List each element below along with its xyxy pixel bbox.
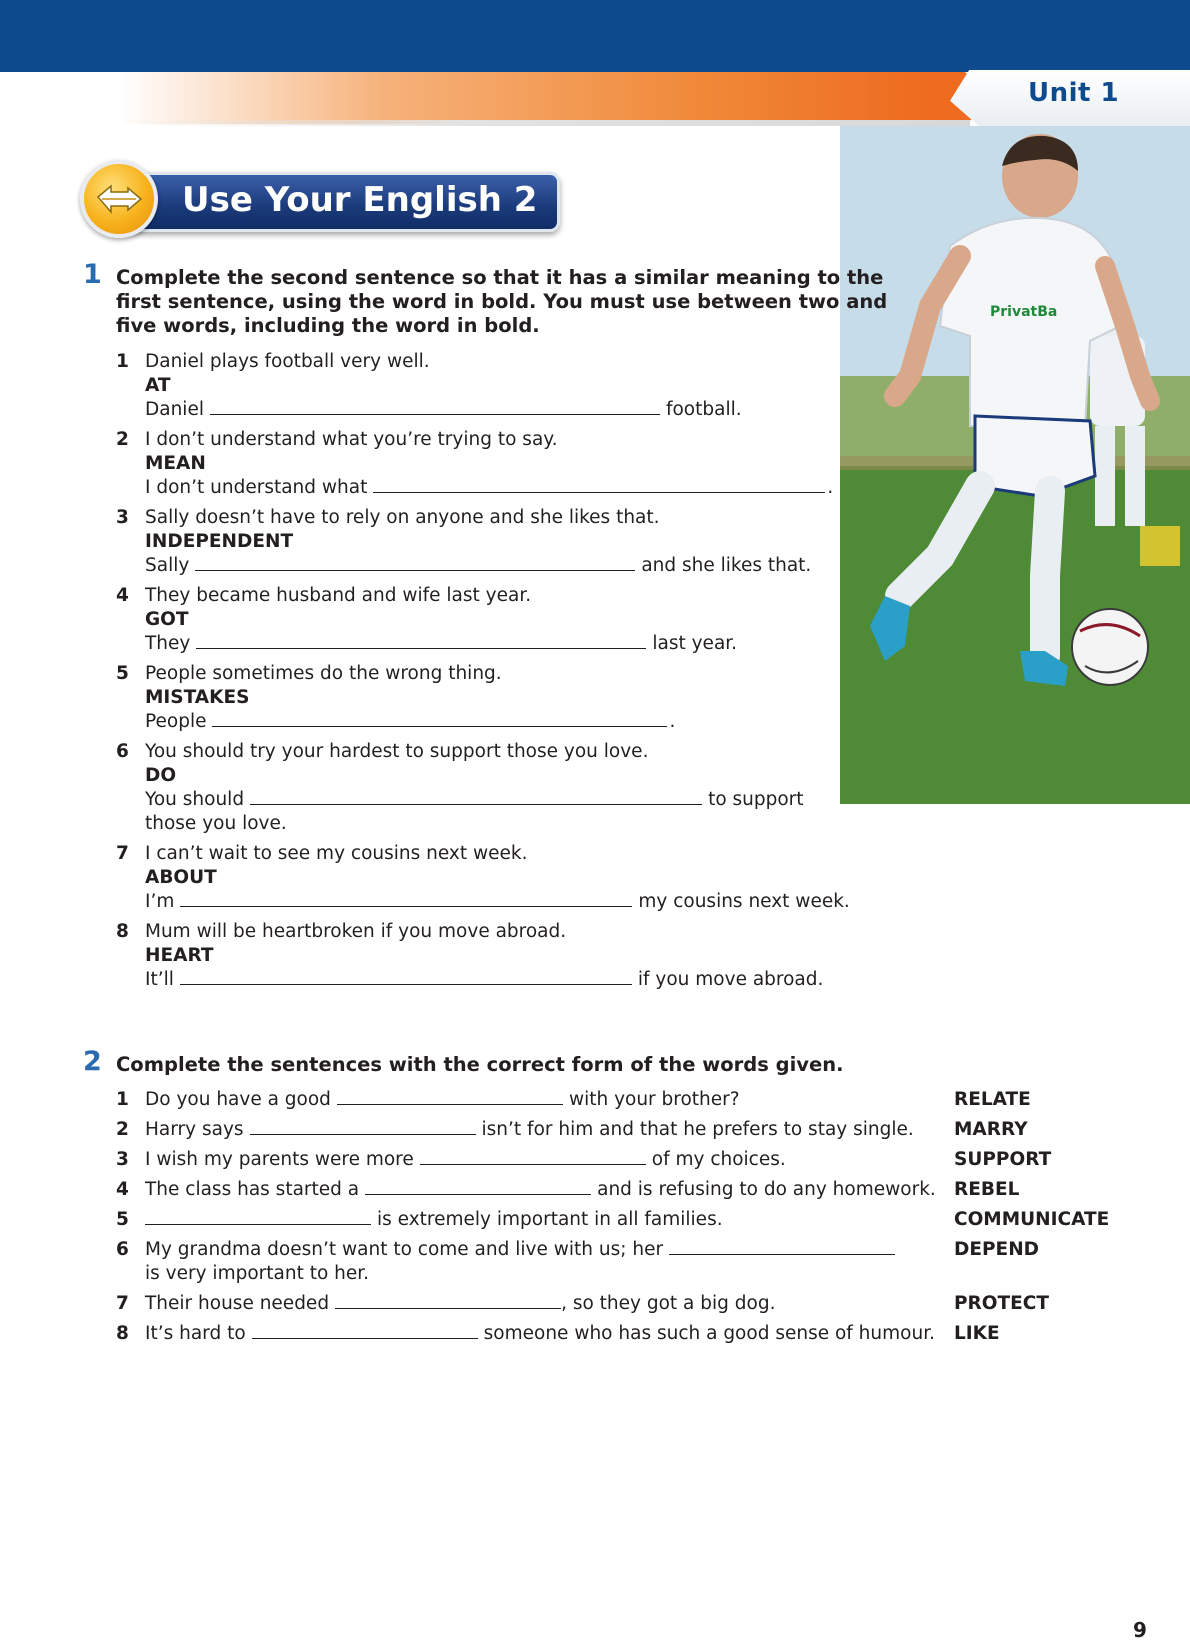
answer-end: last year. (652, 633, 738, 654)
given-word: LIKE (954, 1323, 1000, 1344)
section-title-badge (80, 160, 558, 238)
item-sentence: The class has started a and is refusing to do any homework. (145, 1179, 936, 1200)
item-number: 5 (116, 663, 129, 684)
item-number: 8 (116, 921, 129, 942)
item-sentence: They became husband and wife last year. (145, 585, 532, 606)
answer-blank[interactable] (337, 1088, 563, 1105)
item-sentence: Do you have a good with your brother? (145, 1089, 740, 1110)
answer-blank[interactable] (196, 632, 646, 649)
item-sentence: I don’t understand what you’re trying to say. (145, 429, 558, 450)
answer-blank[interactable] (145, 1208, 371, 1225)
answer-blank[interactable] (250, 788, 702, 805)
item-sentence: Sally doesn’t have to rely on anyone and she likes that. (145, 507, 660, 528)
item-keyword: HEART (145, 945, 214, 966)
answer-blank[interactable] (210, 398, 660, 415)
item-number: 6 (116, 1239, 129, 1260)
instruction-line: first sentence, using the word in bold. You must use between two and (116, 290, 888, 313)
item-keyword: DO (145, 765, 177, 786)
answer-start: People (145, 711, 207, 732)
item-number: 8 (116, 1323, 129, 1344)
answer-blank[interactable] (373, 476, 825, 493)
item-answer-line (145, 968, 823, 992)
item-answer-line (145, 476, 833, 500)
item-number: 1 (116, 1089, 129, 1110)
answer-start: Sally (145, 555, 190, 576)
item-number: 6 (116, 741, 129, 762)
answer-end: . (827, 477, 834, 498)
answer-start: Daniel (145, 399, 204, 420)
given-word: REBEL (954, 1179, 1020, 1200)
answer-start: I don’t understand what (145, 477, 368, 498)
shirt-text: PrivatBa (990, 304, 1058, 320)
item-sentence: You should try your hardest to support those you love. (145, 741, 649, 762)
item-number: 4 (116, 1179, 129, 1200)
answer-blank[interactable] (195, 554, 635, 571)
item-number: 3 (116, 1149, 129, 1170)
item-sentence: People sometimes do the wrong thing. (145, 663, 502, 684)
item-sentence: Mum will be heartbroken if you move abroad. (145, 921, 567, 942)
given-word: COMMUNICATE (954, 1209, 1110, 1230)
item-keyword: INDEPENDENT (145, 531, 294, 552)
unit-label: Unit 1 (1028, 78, 1120, 108)
item-sentence: Harry says isn’t for him and that he prefers to stay single. (145, 1119, 914, 1140)
given-word: PROTECT (954, 1293, 1049, 1314)
instruction-line: Complete the second sentence so that it has a similar meaning to the (116, 266, 884, 289)
item-sentence: It’s hard to someone who has such a good sense of humour. (145, 1323, 935, 1344)
item-answer-line (145, 710, 675, 734)
answer-blank[interactable] (212, 710, 667, 727)
item-number: 2 (116, 1119, 129, 1140)
arrows-icon (80, 160, 158, 238)
item-sentence: I can’t wait to see my cousins next week. (145, 843, 528, 864)
item-answer-line (145, 890, 850, 914)
instruction-line: five words, including the word in bold. (116, 314, 540, 337)
header-swoosh (120, 72, 1000, 124)
item-number: 7 (116, 843, 129, 864)
answer-blank[interactable] (335, 1292, 561, 1309)
page-number: 9 (1133, 1618, 1147, 1642)
answer-end: to support (708, 789, 804, 810)
answer-blank[interactable] (250, 1118, 476, 1135)
item-number: 1 (116, 351, 129, 372)
item-sentence-continuation: is very important to her. (145, 1263, 370, 1284)
answer-end: and she likes that. (641, 555, 812, 576)
answer-blank[interactable] (180, 968, 632, 985)
answer-end: if you move abroad. (637, 969, 824, 990)
item-keyword: GOT (145, 609, 189, 630)
answer-start: You should (145, 789, 245, 810)
item-keyword: ABOUT (145, 867, 217, 888)
item-answer-line (145, 554, 811, 578)
item-sentence: Daniel plays football very well. (145, 351, 430, 372)
item-answer-line (145, 788, 804, 812)
answer-blank[interactable] (669, 1238, 895, 1255)
given-word: SUPPORT (954, 1149, 1052, 1170)
item-keyword: MEAN (145, 453, 206, 474)
item-answer-continuation: those you love. (145, 813, 287, 834)
answer-start: I’m (145, 891, 175, 912)
item-number: 3 (116, 507, 129, 528)
answer-start: It’ll (145, 969, 174, 990)
item-number: 2 (116, 429, 129, 450)
answer-end: my cousins next week. (638, 891, 850, 912)
exercise-1-instruction (116, 266, 887, 338)
item-sentence: Their house needed , so they got a big dog. (145, 1293, 776, 1314)
given-word: DEPEND (954, 1239, 1040, 1260)
exercise-2-instruction: Complete the sentences with the correct form of the words given. (116, 1053, 844, 1076)
answer-end: football. (665, 399, 742, 420)
answer-blank[interactable] (180, 890, 632, 907)
item-number: 7 (116, 1293, 129, 1314)
answer-end: . (669, 711, 676, 732)
answer-start: They (145, 633, 191, 654)
answer-blank[interactable] (420, 1148, 646, 1165)
item-keyword: AT (145, 375, 171, 396)
item-sentence: I wish my parents were more of my choices. (145, 1149, 786, 1170)
item-sentence: My grandma doesn’t want to come and live with us; her (145, 1238, 901, 1262)
item-keyword: MISTAKES (145, 687, 250, 708)
football-player-photo (840, 126, 1190, 804)
header-bar (0, 0, 1190, 72)
item-number: 5 (116, 1209, 129, 1230)
given-word: MARRY (954, 1119, 1028, 1140)
item-answer-line (145, 632, 737, 656)
section-title: Use Your English 2 (182, 180, 538, 220)
item-number: 4 (116, 585, 129, 606)
item-answer-line (145, 398, 742, 422)
given-word: RELATE (954, 1089, 1031, 1110)
exercise-1-number: 1 (83, 259, 102, 290)
answer-blank[interactable] (365, 1178, 591, 1195)
exercise-2-number: 2 (83, 1046, 102, 1077)
answer-blank[interactable] (252, 1322, 478, 1339)
item-sentence: is extremely important in all families. (145, 1208, 723, 1232)
